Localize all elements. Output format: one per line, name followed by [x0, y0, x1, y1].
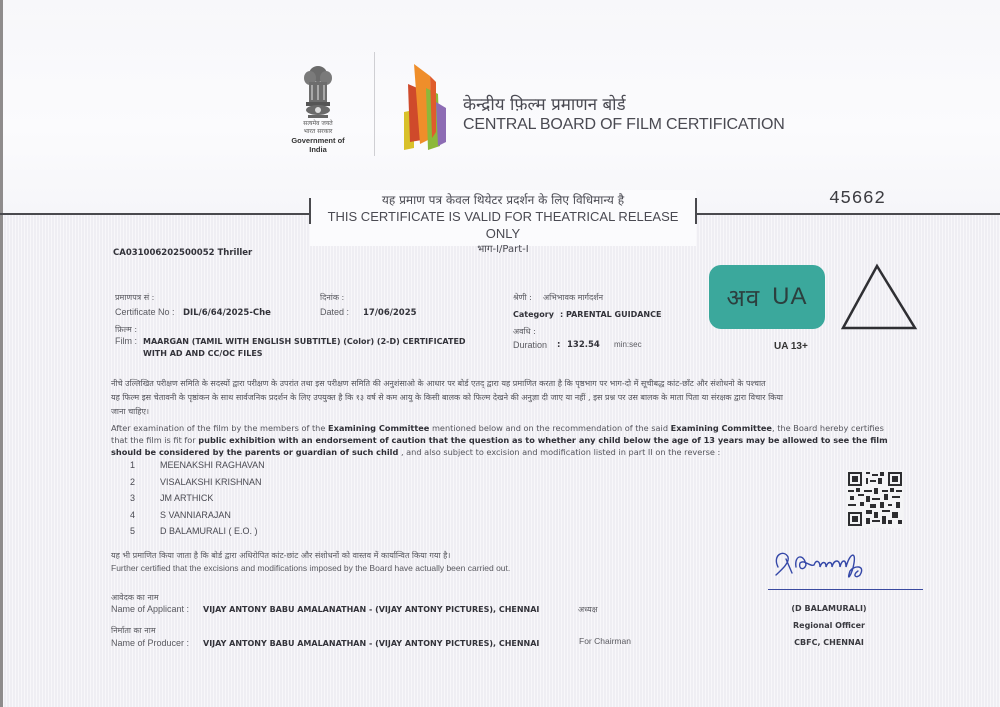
duration-label: Duration — [513, 340, 548, 350]
officer-block — [770, 600, 888, 651]
emblem-govt-english: Government of India — [291, 136, 345, 154]
duration-separator: : — [557, 340, 561, 350]
en-text: , the Board hereby certifies that the film is fit for — [111, 423, 884, 445]
date-label: Dated : — [320, 307, 350, 317]
cbfc-logo-icon — [400, 62, 458, 152]
rating-badge — [709, 265, 825, 329]
member-number: 4 — [130, 509, 136, 520]
certificate-part: भाग-I/Part-I — [477, 244, 529, 255]
member-name: MEENAKSHI RAGHAVAN — [160, 460, 265, 470]
en-text: , and also subject to excision and modification listed in part II on the reverse : — [398, 447, 721, 457]
officer-office: CBFC, CHENNAI — [794, 638, 864, 647]
member-number: 2 — [130, 476, 136, 487]
en-bold: Examining Committee — [327, 423, 430, 433]
divider-right — [697, 213, 1000, 215]
member-number: 3 — [130, 493, 136, 503]
committee-member — [130, 510, 265, 527]
cert-no-value: DIL/6/64/2025-Che — [183, 308, 271, 318]
rating-age-label: UA 13+ — [774, 341, 808, 352]
producer-label: Name of Producer : — [111, 638, 190, 648]
validity-hindi: यह प्रमाण पत्र केवल थियेटर प्रदर्शन के लिए विधिमान्य है — [381, 193, 625, 207]
member-name: JM ARTHICK — [160, 493, 214, 503]
en-bold: public exhibition with an endorsement of caution that the question as to whether any child below the age of 13 years may be allowed to see the film should be considered by the parents or guardian of such child — [111, 435, 888, 457]
officer-title: Regional Officer — [792, 621, 865, 630]
emblem-govt-hindi: भारत सरकार — [303, 128, 333, 135]
officer-name: (D BALAMURALI) — [791, 604, 867, 613]
film-title-line2: WITH AD AND CC/OC FILES — [143, 349, 263, 358]
applicant-label: Name of Applicant : — [111, 604, 190, 614]
en-text: mentioned below and on the recommendation of the said — [429, 423, 671, 433]
film-title-line1: MAARGAN (TAMIL WITH ENGLISH SUBTITLE) (Color) (2-D) CERTIFICATED — [143, 337, 466, 346]
en-text: After examination of the film by the members of the — [111, 423, 328, 433]
rating-badge-english: UA — [772, 283, 808, 310]
duration-value: 132.54 — [567, 340, 600, 350]
scan-edge — [0, 0, 3, 707]
category-value: : PARENTAL GUIDANCE — [560, 310, 662, 319]
applicant-label-hindi: आवेदक का नाम — [111, 593, 159, 602]
chairman-hindi: अध्यक्ष — [578, 605, 598, 614]
national-emblem — [286, 64, 350, 154]
date-label-hindi: दिनांक : — [320, 293, 345, 302]
triangle-symbol-icon — [838, 262, 920, 332]
hindi-para-line: यह फिल्म इस चेतावनी के पृष्ठांकन के साथ सार्वजनिक प्रदर्शन के लिए उपयुक्त है कि १३ वर्ष से कम आयु के किसी बालक को फिल्म देखने की अनुज्ञा दी जाए या नहीं , इस प्रश्न पर उस बालक के माता पिता या संरक्षक द्वारा विचार किया — [111, 393, 784, 402]
org-name-hindi: केन्द्रीय फ़िल्म प्रमाणन बोर्ड — [463, 95, 626, 115]
signature-line — [768, 589, 923, 590]
date-value: 17/06/2025 — [363, 308, 417, 318]
chairman-english: For Chairman — [579, 636, 631, 646]
further-certified-english: Further certified that the excisions and modifications imposed by the Board have actually been carried out. — [111, 563, 511, 573]
divider-left — [0, 213, 310, 215]
emblem-motto: सत्यमेव जयते — [303, 120, 333, 127]
hindi-para-line: नीचे उल्लिखित परीक्षण समिति के सदस्यों द्वारा परीक्षण के उपरांत तथा इस परीक्षण समिति की अनुशंसाओ के आधार पर बोर्ड एतद् द्वारा यह प्रमाणित करता है कि पृष्ठभाग पर भाग-दो में सूचीबद्ध कांट-छाँट और संशोधनो के पश्चात — [111, 379, 766, 388]
serial-number: 45662 — [829, 189, 886, 209]
en-bold: Examining Committee — [670, 423, 772, 433]
duration-label-hindi: अवधि : — [513, 327, 536, 336]
certification-text-hindi — [111, 377, 901, 419]
member-number: 1 — [130, 460, 136, 470]
duration-unit: min:sec — [614, 340, 642, 349]
category-value-hindi: अभिभावक मार्गदर्शन — [543, 293, 604, 302]
validity-notice — [310, 190, 696, 255]
divider-tick-left — [309, 198, 311, 224]
lion-capital-icon — [300, 64, 336, 120]
film-label: Film : — [115, 336, 137, 346]
cert-no-label: Certificate No : — [115, 307, 175, 317]
qr-code-icon — [846, 470, 904, 528]
committee-members-list — [130, 460, 265, 543]
committee-member — [130, 477, 265, 494]
header-divider — [374, 52, 375, 156]
cert-no-label-hindi: प्रमाणपत्र सं : — [115, 293, 155, 302]
org-name-english: CENTRAL BOARD OF FILM CERTIFICATION — [463, 116, 785, 133]
hindi-para-line: जाना चाहिए। — [111, 407, 149, 416]
film-label-hindi: फ़िल्म : — [115, 325, 138, 334]
officer-signature — [770, 545, 880, 587]
divider-tick-right — [695, 198, 697, 224]
producer-value: VIJAY ANTONY BABU AMALANATHAN - (VIJAY ANTONY PICTURES), CHENNAI — [203, 639, 540, 648]
further-certified-hindi: यह भी प्रमाणित किया जाता है कि बोर्ड द्वारा अधिरोपित कांट-छांट और संशोधनों को वास्तव में कार्यान्वित किया गया है। — [111, 551, 451, 560]
applicant-value: VIJAY ANTONY BABU AMALANATHAN - (VIJAY ANTONY PICTURES), CHENNAI — [203, 605, 540, 614]
certification-text-english — [111, 422, 901, 458]
committee-member — [130, 526, 265, 543]
member-name: D BALAMURALI ( E.O. ) — [160, 526, 258, 536]
member-name: S VANNIARAJAN — [160, 509, 231, 520]
member-number: 5 — [130, 526, 136, 536]
validity-english: THIS CERTIFICATE IS VALID FOR THEATRICAL RELEASE ONLY — [327, 209, 679, 241]
category-label-hindi: श्रेणी : — [513, 293, 532, 302]
member-name: VISALAKSHI KRISHNAN — [160, 476, 262, 487]
producer-label-hindi: निर्माता का नाम — [111, 626, 156, 635]
category-label: Category — [513, 310, 554, 319]
rating-badge-hindi: अव — [726, 284, 761, 312]
committee-member — [130, 493, 265, 510]
reference-number: CA031006202500052 Thriller — [113, 248, 253, 258]
committee-member — [130, 460, 265, 477]
